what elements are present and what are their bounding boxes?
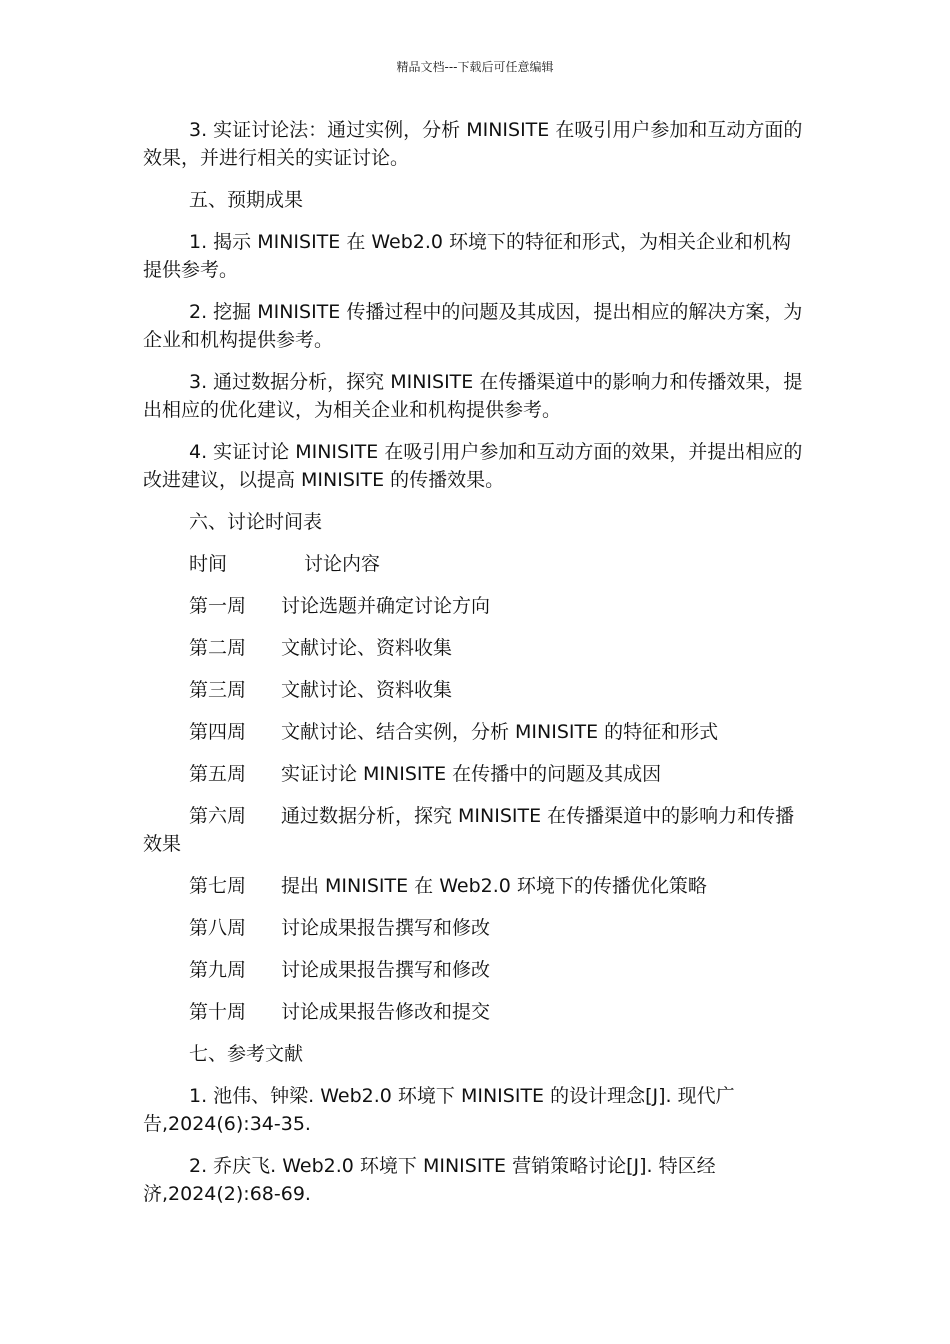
reference-item-1: 1. 池伟、钟梁. Web2.0 环境下 MINISITE 的设计理念[J]. 现代广告,2024(6):34-35. [143, 1085, 735, 1135]
section-6-title: 六、讨论时间表 [189, 511, 323, 533]
section-5-title: 五、预期成果 [189, 189, 304, 211]
schedule-task: 讨论成果报告撰写和修改 [281, 917, 491, 939]
schedule-task: 讨论选题并确定讨论方向 [281, 595, 491, 617]
schedule-col-time: 时间 [189, 553, 228, 575]
schedule-row [143, 760, 803, 788]
outcome-item-2: 2. 挖掘 MINISITE 传播过程中的问题及其成因，提出相应的解决方案，为企业和机构提供参考。 [143, 301, 803, 351]
schedule-task: 通过数据分析，探究 MINISITE 在传播渠道中的影响力和传播效果 [143, 805, 795, 855]
schedule-week: 第九周 [189, 959, 247, 981]
schedule-task: 讨论成果报告修改和提交 [281, 1001, 491, 1023]
schedule-row [143, 718, 803, 746]
schedule-week: 第三周 [189, 679, 247, 701]
schedule-task: 实证讨论 MINISITE 在传播中的问题及其成因 [281, 763, 662, 785]
schedule-week: 第四周 [189, 721, 247, 743]
schedule-row [143, 914, 803, 942]
schedule-week: 第十周 [189, 1001, 247, 1023]
page-header: 精品文档---下载后可任意编辑 [396, 60, 554, 74]
schedule-row [143, 872, 803, 900]
section-7-title: 七、参考文献 [189, 1043, 304, 1065]
schedule-row [143, 998, 803, 1026]
schedule-task: 讨论成果报告撰写和修改 [281, 959, 491, 981]
schedule-row [143, 802, 803, 858]
schedule-col-content: 讨论内容 [304, 553, 381, 575]
schedule-week: 第六周 [189, 805, 247, 827]
schedule-row [143, 956, 803, 984]
outcome-item-4: 4. 实证讨论 MINISITE 在吸引用户参加和互动方面的效果，并提出相应的改进建议，以提高 MINISITE 的传播效果。 [143, 441, 803, 491]
schedule-week: 第七周 [189, 875, 247, 897]
schedule-task: 文献讨论、资料收集 [281, 679, 453, 701]
schedule-task: 文献讨论、结合实例，分析 MINISITE 的特征和形式 [281, 721, 719, 743]
schedule-row [143, 676, 803, 704]
schedule-row [143, 634, 803, 662]
outcome-item-3: 3. 通过数据分析，探究 MINISITE 在传播渠道中的影响力和传播效果，提出相应的优化建议，为相关企业和机构提供参考。 [143, 371, 803, 421]
schedule-task: 提出 MINISITE 在 Web2.0 环境下的传播优化策略 [281, 875, 707, 897]
outcome-item-1: 1. 揭示 MINISITE 在 Web2.0 环境下的特征和形式，为相关企业和机构提供参考。 [143, 231, 792, 281]
schedule-week: 第八周 [189, 917, 247, 939]
method-item-3: 3. 实证讨论法：通过实例，分析 MINISITE 在吸引用户参加和互动方面的效果，并进行相关的实证讨论。 [143, 119, 803, 169]
schedule-week: 第五周 [189, 763, 247, 785]
schedule-row [143, 592, 803, 620]
schedule-week: 第一周 [189, 595, 247, 617]
document-body [143, 116, 803, 1222]
schedule-week: 第二周 [189, 637, 247, 659]
reference-item-2: 2. 乔庆飞. Web2.0 环境下 MINISITE 营销策略讨论[J]. 特区经济,2024(2):68-69. [143, 1155, 716, 1205]
schedule-task: 文献讨论、资料收集 [281, 637, 453, 659]
schedule-header-row [143, 550, 803, 578]
